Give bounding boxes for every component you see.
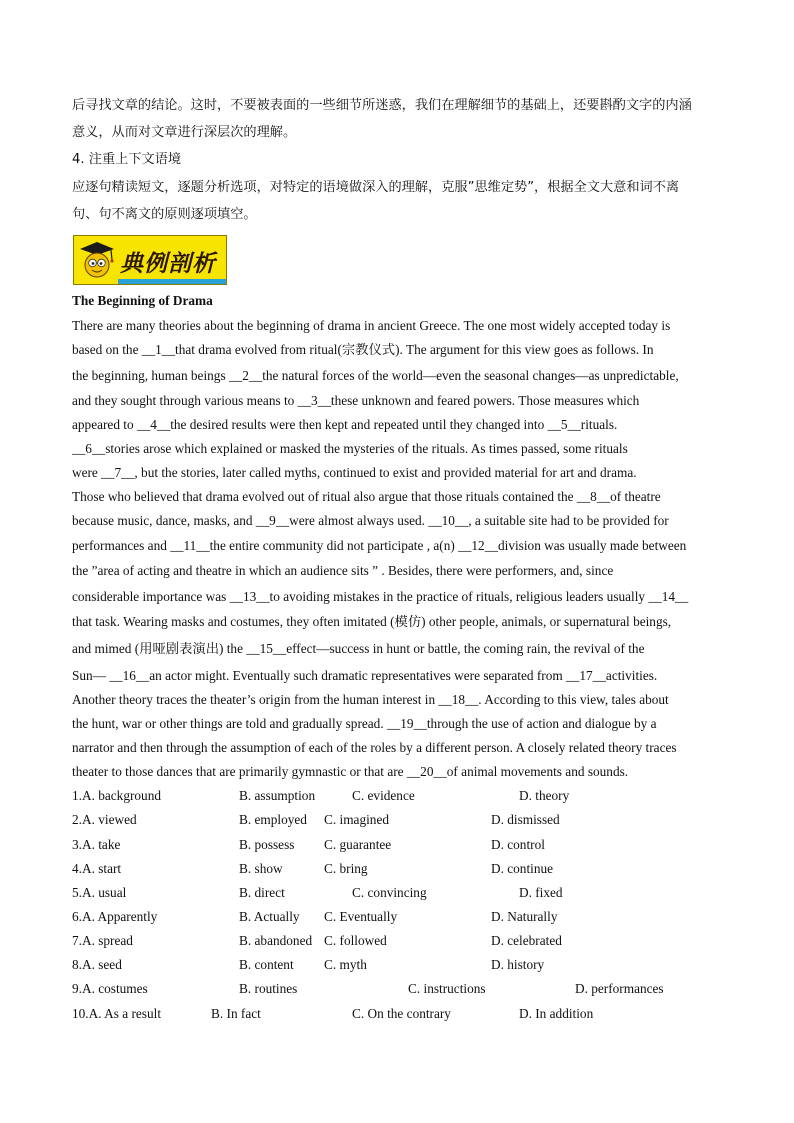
passage-line: because music, dance, masks, and __9__were almost always used. __10__, a suitable site had to be provided for <box>72 513 669 528</box>
option-a: 8.A. seed <box>72 957 122 972</box>
option-b: B. abandoned <box>239 933 313 948</box>
passage-line: based on the __1__that drama evolved from ritual(宗教仪式). The argument for this view goes as follows. In <box>72 342 654 357</box>
passage-line: narrator and then through the assumption of each of the roles by a different person. A closely related theory traces <box>72 740 677 755</box>
option-a: 4.A. start <box>72 861 122 876</box>
option-a: 1.A. background <box>72 788 161 803</box>
banner-title: 典例剖析 <box>120 251 216 277</box>
option-a: 7.A. spread <box>72 933 133 948</box>
option-b: B. show <box>239 861 283 876</box>
passage-line: There are many theories about the beginning of drama in ancient Greece. The one most widely accepted today is <box>72 318 671 333</box>
option-d: D. performances <box>575 981 664 996</box>
passage-line: and they sought through various means to __3__these unknown and feared powers. Those measures which <box>72 393 640 408</box>
option-c: C. instructions <box>408 981 486 996</box>
option-d: D. celebrated <box>491 933 562 948</box>
option-c: C. evidence <box>352 788 415 803</box>
option-d: D. continue <box>491 861 554 876</box>
intro-line-3: 应逐句精读短文，逐题分析选项，对特定的语境做深入的理解，克服”思维定势”，根据全文大意和词不离 <box>72 180 680 195</box>
option-c: C. imagined <box>324 812 389 827</box>
option-d: D. dismissed <box>491 812 560 827</box>
option-d: D. history <box>491 957 545 972</box>
option-b: B. direct <box>239 885 285 900</box>
passage-line: the beginning, human beings __2__the natural forces of the world—even the seasonal changes—as unpredictable, <box>72 368 679 383</box>
option-a: 5.A. usual <box>72 885 127 900</box>
option-d: D. control <box>491 837 545 852</box>
passage-line: considerable importance was __13__to avoiding mistakes in the practice of rituals, religious leaders usually __14__ <box>72 589 689 604</box>
passage-line: Sun— __16__an actor might. Eventually such dramatic representatives were separated from __17__activities. <box>72 668 658 683</box>
option-c: C. convincing <box>352 885 427 900</box>
passage-line: were __7__, but the stories, later called myths, continued to exist and provided material for art and drama. <box>72 465 637 480</box>
option-d: D. In addition <box>519 1006 594 1021</box>
option-b: B. content <box>239 957 294 972</box>
option-b: B. In fact <box>211 1006 261 1021</box>
option-b: B. possess <box>239 837 295 852</box>
option-b: B. assumption <box>239 788 316 803</box>
option-b: B. routines <box>239 981 298 996</box>
option-b: B. employed <box>239 812 307 827</box>
intro-line-2: 意义，从而对文章进行深层次的理解。 <box>72 125 297 140</box>
option-c: C. myth <box>324 957 367 972</box>
passage-line: __6__stories arose which explained or masked the mysteries of the rituals. As times passed, some rituals <box>72 441 628 456</box>
passage-line: and mimed (用哑剧表演出) the __15__effect—success in hunt or battle, the coming rain, the revival of the <box>72 641 645 656</box>
passage-line: the hunt, war or other things are told and gradually spread. __19__through the use of action and dialogue by a <box>72 716 657 731</box>
intro-line-4: 句、句不离文的原则逐项填空。 <box>72 207 257 222</box>
scholar-mascot-icon <box>78 240 116 280</box>
option-a: 9.A. costumes <box>72 981 148 996</box>
option-a: 10.A. As a result <box>72 1006 162 1021</box>
example-analysis-banner <box>73 235 227 285</box>
option-d: D. Naturally <box>491 909 558 924</box>
passage-line: Those who believed that drama evolved out of ritual also argue that those rituals contained the __8__of theatre <box>72 489 661 504</box>
option-c: C. followed <box>324 933 387 948</box>
option-d: D. theory <box>519 788 570 803</box>
passage-line: that task. Wearing masks and costumes, they often imitated (模仿) other people, animals, or supernatural beings, <box>72 614 672 629</box>
intro-line-1: 后寻找文章的结论。这时，不要被表面的一些细节所迷惑，我们在理解细节的基础上，还要斟酌文字的内涵 <box>72 98 692 113</box>
option-b: B. Actually <box>239 909 300 924</box>
passage-line: theater to those dances that are primarily gymnastic or that are __20__of animal movements and sounds. <box>72 764 629 779</box>
option-d: D. fixed <box>519 885 563 900</box>
option-c: C. On the contrary <box>352 1006 451 1021</box>
passage-line: appeared to __4__the desired results were then kept and repeated until they changed into __5__rituals. <box>72 417 618 432</box>
passage-line: the ”area of acting and theatre in which an audience sits ” . Besides, there were performers, and, since <box>72 563 614 578</box>
passage-line: performances and __11__the entire community did not participate , a(n) __12__division was usually made between <box>72 538 687 553</box>
banner-stripe <box>118 279 226 284</box>
option-c: C. Eventually <box>324 909 398 924</box>
option-c: C. guarantee <box>324 837 392 852</box>
option-c: C. bring <box>324 861 368 876</box>
option-a: 6.A. Apparently <box>72 909 158 924</box>
option-a: 3.A. take <box>72 837 121 852</box>
intro-heading-4: 4. 注重上下文语境 <box>72 152 182 167</box>
passage-line: Another theory traces the theater’s origin from the human interest in __18__. According to this view, tales about <box>72 692 669 707</box>
passage-title: The Beginning of Drama <box>72 293 213 308</box>
option-a: 2.A. viewed <box>72 812 137 827</box>
